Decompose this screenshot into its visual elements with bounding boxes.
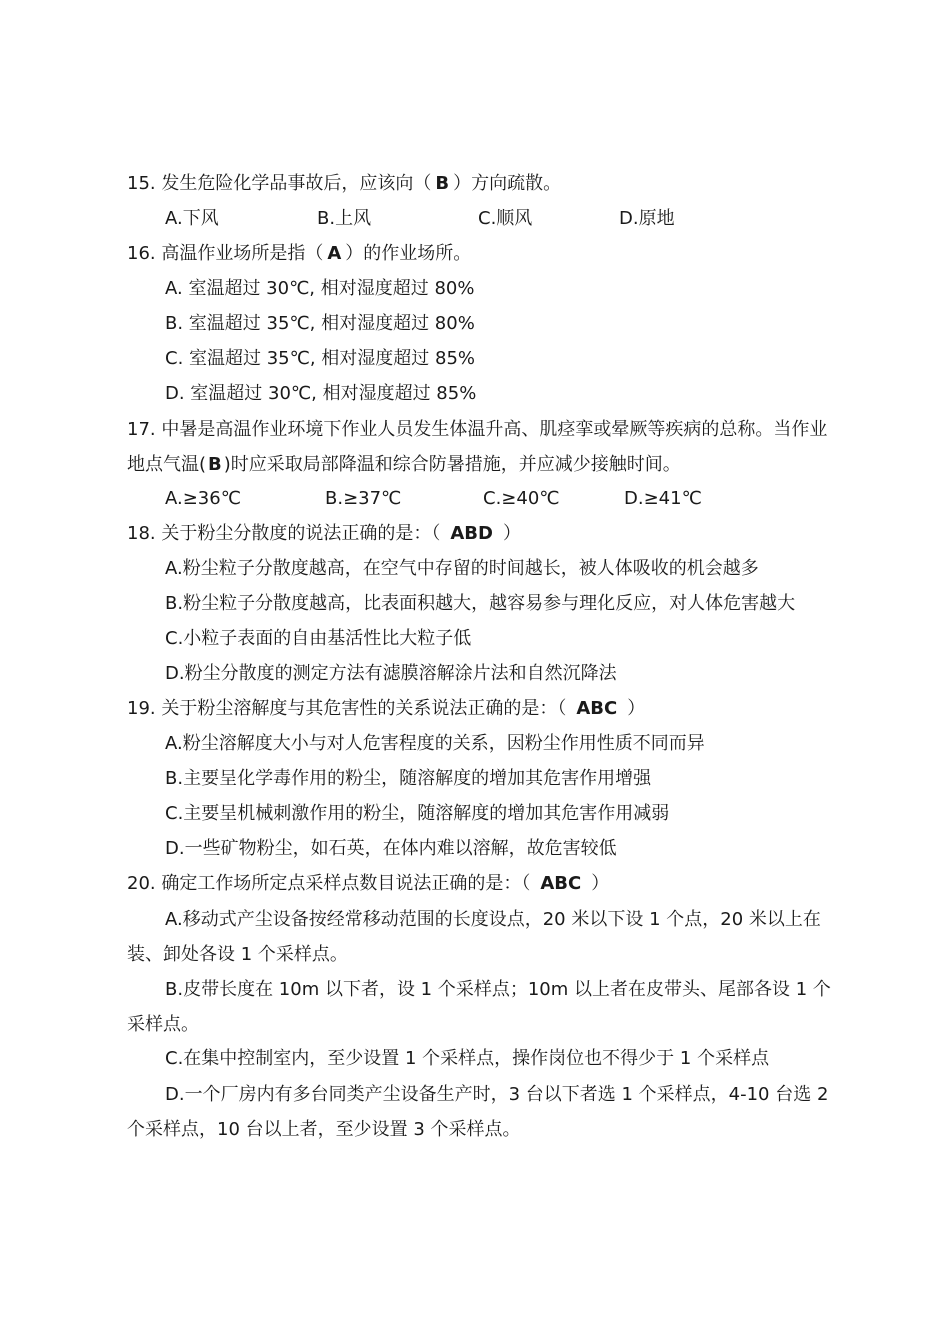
question-16-option-d: D. 室温超过 30℃, 相对湿度超过 85%	[165, 383, 477, 404]
question-20-option-c: C.在集中控制室内，至少设置 1 个采样点，操作岗位也不得少于 1 个采样点	[165, 1048, 770, 1069]
question-17-answer: B	[208, 454, 222, 475]
question-17	[127, 412, 837, 482]
question-17-text-end: )时应采取局部降温和综合防暑措施，并应减少接触时间。	[223, 454, 681, 475]
question-20-option-d: D.一个厂房内有多台同类产尘设备生产时，3 台以下者选 1 个采样点，4-10 台选 2 个采样点，10 台以上者，至少设置 3 个采样点。	[127, 1084, 829, 1140]
question-19	[127, 697, 645, 721]
question-18-option-d: D.粉尘分散度的测定方法有滤膜溶解涂片法和自然沉降法	[165, 663, 617, 684]
question-19-option-d: D.一些矿物粉尘，如石英，在体内难以溶解，故危害较低	[165, 838, 617, 859]
question-18-option-b: B.粉尘粒子分散度越高，比表面积越大，越容易参与理化反应，对人体危害越大	[165, 593, 796, 614]
option-c: C.顺风	[478, 208, 533, 229]
option-d: D.原地	[619, 208, 675, 229]
option-a: A.≥36℃	[165, 488, 241, 509]
question-20-answer: ABC	[540, 873, 582, 894]
question-17-text: 17. 中暑是高温作业环境下作业人员发生体温升高、肌痉挛或晕厥等疾病的总称。当作业地点气温(	[127, 419, 828, 475]
question-19-answer: ABC	[576, 698, 618, 719]
question-20-text: 20. 确定工作场所定点采样点数目说法正确的是：（	[127, 873, 531, 894]
question-19-option-b: B.主要呈化学毒作用的粉尘，随溶解度的增加其危害作用增强	[165, 768, 652, 789]
question-18-text: 18. 关于粉尘分散度的说法正确的是：（	[127, 523, 441, 544]
question-16-text: 16. 高温作业场所是指（	[127, 243, 324, 264]
question-20	[127, 872, 609, 896]
question-16-option-b: B. 室温超过 35℃, 相对湿度超过 80%	[165, 313, 475, 334]
option-c: C.≥40℃	[483, 488, 560, 509]
option-d: D.≥41℃	[624, 488, 702, 509]
question-16-answer: A	[327, 243, 342, 264]
question-15	[127, 172, 561, 196]
question-16-text-end: ）的作业场所。	[345, 243, 472, 264]
option-a: A.下风	[165, 208, 219, 229]
question-18-option-c: C.小粒子表面的自由基活性比大粒子低	[165, 628, 472, 649]
option-b: B.上风	[317, 208, 372, 229]
question-15-options	[165, 207, 725, 231]
question-15-answer: B	[435, 173, 450, 194]
question-20-option-a: A.移动式产尘设备按经常移动范围的长度设点，20 米以下设 1 个点，20 米以上在装、卸处各设 1 个采样点。	[127, 909, 821, 965]
question-18-answer: ABD	[450, 523, 493, 544]
question-16-option-c: C. 室温超过 35℃, 相对湿度超过 85%	[165, 348, 476, 369]
question-15-text: 15. 发生危险化学品事故后，应该向（	[127, 173, 432, 194]
question-20-text-end: ）	[591, 873, 610, 894]
question-19-option-c: C.主要呈机械刺激作用的粉尘，随溶解度的增加其危害作用减弱	[165, 803, 670, 824]
question-18-text-end: ）	[502, 523, 521, 544]
option-b: B.≥37℃	[325, 488, 402, 509]
question-20-option-b: B.皮带长度在 10m 以下者，设 1 个采样点；10m 以上者在皮带头、尾部各设 1 个采样点。	[127, 979, 831, 1035]
question-19-option-a: A.粉尘溶解度大小与对人危害程度的关系，因粉尘作用性质不同而异	[165, 733, 705, 754]
question-16-option-a: A. 室温超过 30℃, 相对湿度超过 80%	[165, 278, 475, 299]
question-19-text-end: ）	[627, 698, 646, 719]
question-18-option-a: A.粉尘粒子分散度越高，在空气中存留的时间越长，被人体吸收的机会越多	[165, 558, 759, 579]
question-16	[127, 242, 471, 266]
question-15-text-end: ）方向疏散。	[453, 173, 562, 194]
question-18	[127, 522, 521, 546]
question-19-text: 19. 关于粉尘溶解度与其危害性的关系说法正确的是：（	[127, 698, 567, 719]
question-17-options	[165, 487, 725, 511]
